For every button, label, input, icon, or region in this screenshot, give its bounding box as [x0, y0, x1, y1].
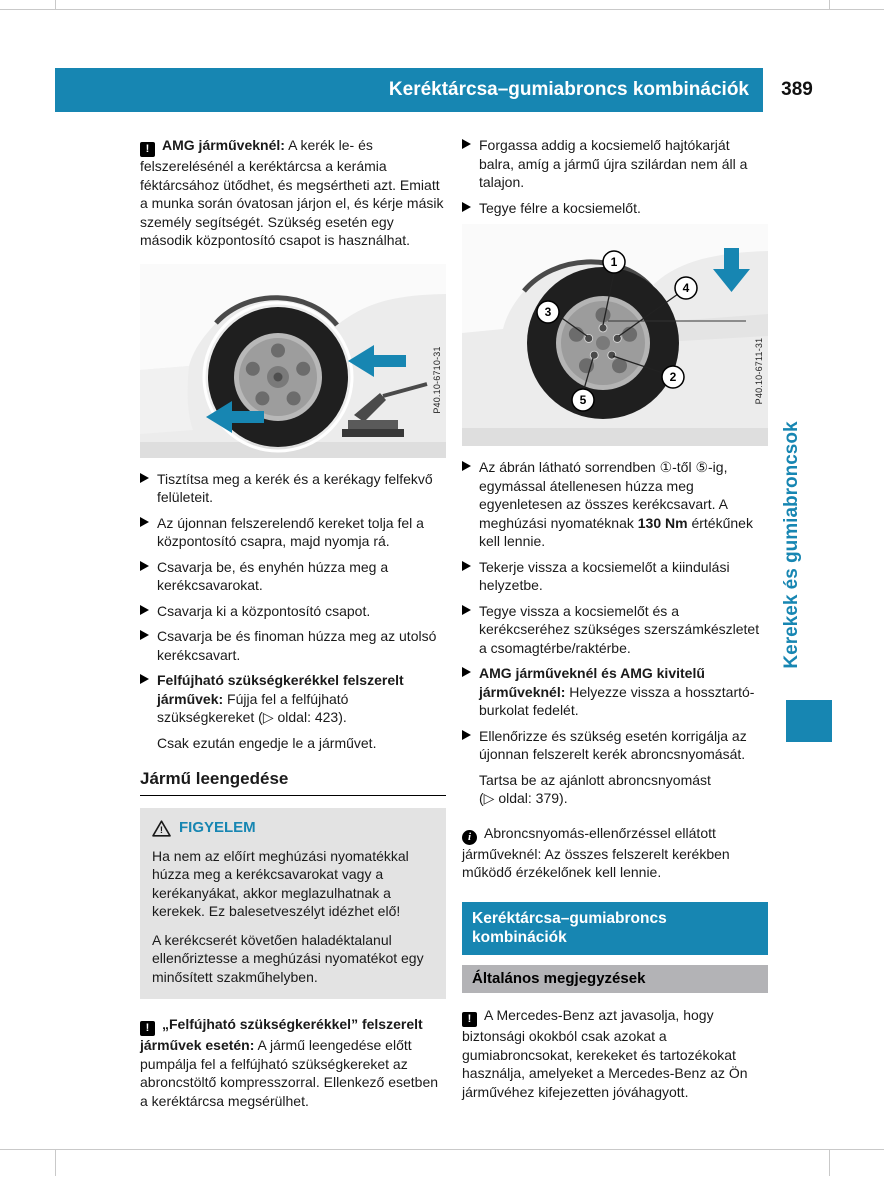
- step-bullet-icon: [462, 602, 479, 658]
- crop-tick: [55, 1150, 56, 1176]
- step-bullet-icon: [140, 671, 157, 727]
- step-text: [479, 664, 768, 720]
- crop-mark-bottom: [0, 1149, 884, 1150]
- left-column: [140, 136, 446, 1124]
- step-item: [462, 558, 768, 595]
- step-text: Tegye vissza a kocsiemelőt és a kerékcseréhez szükséges szerszámkészletet a csomagtérbe/raktérbe.: [479, 602, 760, 656]
- chapter-tab-marker: [786, 700, 832, 742]
- callout-number: 4: [682, 281, 690, 295]
- step-bullet-icon: [462, 727, 479, 764]
- warning-header: [152, 819, 434, 838]
- wheel: [527, 267, 679, 419]
- step-text: Forgassa addig a kocsiemelő hajtókarját balra, amíg a jármű újra szilárdan nem áll a talajon.: [479, 137, 748, 190]
- warning-paragraph: A kerékcserét követően haladéktalanul ellenőriztesse a meghúzási nyomatékot egy minősített szakműhelyben.: [152, 931, 424, 985]
- step-bullet-icon: [140, 514, 157, 551]
- step-body: Fújja fel a felfújható szükségkereket: [157, 690, 349, 725]
- amg-note: [140, 136, 446, 250]
- pump-note: [140, 1015, 446, 1110]
- step-bullet-icon: [140, 602, 157, 621]
- section-heading-secondary: Általános megjegyzések: [462, 965, 768, 994]
- figure-wheel-mounting: [140, 264, 446, 458]
- warning-title: FIGYELEM: [179, 819, 256, 836]
- step-item: [140, 470, 446, 507]
- step-text: Ellenőrizze és szükség esetén korrigálja az újonnan felszerelt kerék abroncsnyomását.: [479, 727, 747, 762]
- note-lead: „Felfújható szükségkerékkel” felszerelt járművek esetén:: [140, 1016, 423, 1053]
- step-lead: Felfújható szükségkerékkel felszerelt járművek:: [157, 672, 404, 707]
- info-icon: i: [462, 830, 477, 845]
- chapter-header-bar: [55, 68, 763, 112]
- page-reference-link[interactable]: (▷ oldal: 379): [479, 790, 564, 806]
- followup-text: Tartsa be az ajánlott abroncsnyomást: [479, 771, 711, 788]
- crop-tick: [55, 0, 56, 9]
- callout-number: 3: [544, 305, 552, 319]
- step-text: [479, 458, 768, 551]
- step-body: Helyezze vissza a hossztartó-burkolat fedelét.: [479, 683, 755, 718]
- step-item: [462, 664, 768, 720]
- crop-tick: [829, 0, 830, 9]
- step-item: [462, 199, 768, 218]
- followup-end: .: [563, 790, 568, 806]
- step-bullet-icon: [462, 664, 479, 720]
- warning-triangle-icon: [152, 820, 171, 837]
- right-column: [462, 136, 768, 1115]
- note-lead: AMG járműveknél:: [162, 137, 285, 153]
- step-text: Az újonnan felszerelendő kereket tolja fel a központosító csapra, majd nyomja rá.: [157, 514, 424, 549]
- exclamation-note-icon: !: [140, 142, 155, 157]
- crop-tick: [829, 1150, 830, 1176]
- step-text: [157, 671, 446, 727]
- exclamation-note-icon: !: [462, 1012, 477, 1027]
- step-item: [462, 136, 768, 192]
- step-body: Az ábrán látható sorrendben ①-től ⑤-ig, egymással átellenesen húzza meg egyenletesen az összes kerékcsavart. A meghúzási nyomatéknak: [479, 459, 728, 531]
- figure-code: P40.10-6710-31: [431, 346, 442, 414]
- callout-number: 5: [579, 393, 587, 407]
- step-followup: Csak ezután engedje le a járművet.: [157, 734, 377, 751]
- step-bullet-icon: [140, 627, 157, 664]
- crop-mark-top: [0, 9, 884, 10]
- torque-value: 130 Nm: [637, 514, 688, 531]
- step-text: Tisztítsa meg a kerék és a kerékagy felfekvő felületeit.: [157, 470, 433, 505]
- info-note: [462, 824, 768, 882]
- mercedes-recommendation-note: [462, 1006, 768, 1101]
- warning-box: [140, 808, 446, 999]
- note-text: Abroncsnyomás-ellenőrzéssel ellátott járműveknél: Az összes felszerelt kerékben működő érzékelőnek kell lennie.: [462, 824, 730, 880]
- step-followup: [479, 771, 768, 808]
- bolt-tightening-order-illustration: [462, 224, 768, 446]
- exclamation-note-icon: !: [140, 1021, 155, 1036]
- callout-number: 1: [610, 255, 618, 269]
- figure-code: P40.10-6711-31: [753, 337, 764, 404]
- step-item: [462, 602, 768, 658]
- step-bullet-icon: [462, 136, 479, 192]
- step-text: Tegye félre a kocsiemelőt.: [479, 199, 641, 216]
- page-number: 389: [781, 78, 813, 100]
- page-title: Keréktárcsa–gumiabroncs kombinációk: [388, 78, 749, 100]
- step-text: Csavarja be és finoman húzza meg az utolsó kerékcsavart.: [157, 628, 437, 663]
- svg-text:!: !: [159, 824, 164, 836]
- note-text: A jármű leengedése előtt pumpálja fel a felfújható szükségkereket az abroncstöltő kompresszorral. Ellenkező esetben a keréktárcsa megsérülhet.: [140, 1037, 439, 1109]
- section-heading-primary: Keréktárcsa–gumiabroncs kombinációk: [462, 902, 768, 955]
- step-item: [140, 627, 446, 664]
- figure-bolt-sequence: [462, 224, 768, 446]
- note-text: A kerék le- és felszerelésénél a keréktárcsa a kerámia féktárcsához ütődhet, és megsértheti azt. Emiatt a munka során óvatosan járjon el, és kérje másik személy segítségét. Szükség esetén egy második központosító csapot is használhat.: [140, 137, 444, 248]
- step-item: [462, 727, 768, 764]
- warning-paragraph: Ha nem az előírt meghúzási nyomatékkal húzza meg a kerékcsavarokat vagy a kerékanyákat, akkor meglazulhatnak a kerekek. Ez balesetveszélyt idézhet elő!: [152, 847, 409, 919]
- chapter-tab-label: Kerekek és gumiabroncsok: [780, 421, 802, 669]
- step-bullet-icon: [140, 470, 157, 507]
- step-bullet-icon: [462, 199, 479, 218]
- step-body-end: .: [342, 709, 347, 725]
- step-text: Csavarja ki a központosító csapot.: [157, 602, 371, 619]
- step-bullet-icon: [140, 558, 157, 595]
- note-text: A Mercedes-Benz azt javasolja, hogy biztonsági okokból csak azokat a gumiabroncsokat, kerekeket és tartozékokat használja, amelyeket a Mercedes-Benz az Ön járművéhez kifejezetten jóváhagyott.: [462, 1007, 748, 1100]
- step-bullet-icon: [462, 458, 479, 551]
- section-heading: Jármű leengedése: [140, 768, 446, 796]
- step-bullet-icon: [462, 558, 479, 595]
- callout-number: 2: [669, 370, 677, 384]
- step-body-end: értékűnek kell lennie.: [479, 514, 753, 549]
- step-lead: AMG járműveknél és AMG kivitelű járműveknél:: [479, 665, 705, 700]
- step-text: Csavarja be, és enyhén húzza meg a kerékcsavarokat.: [157, 558, 389, 593]
- step-item: [140, 514, 446, 551]
- page-reference-link[interactable]: (▷ oldal: 423): [258, 709, 343, 725]
- wheel-mounting-illustration: [140, 264, 446, 458]
- step-item: [140, 558, 446, 595]
- step-item: [140, 602, 446, 621]
- step-item: [462, 458, 768, 551]
- step-text: Tekerje vissza a kocsiemelőt a kiindulási helyzetbe.: [479, 558, 730, 593]
- step-item: [140, 671, 446, 727]
